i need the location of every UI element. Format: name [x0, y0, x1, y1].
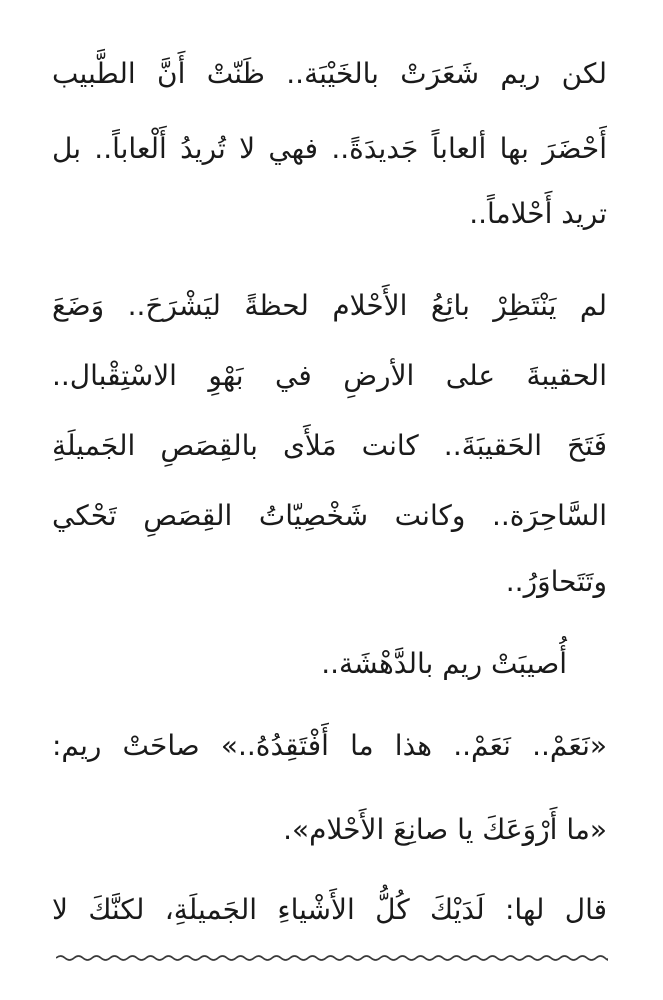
paragraph-4-line-1: «نَعَمْ.. نَعَمْ.. هذا ما أَفْتَقِدُهُ..» صاحَتْ ريم: [52, 729, 607, 762]
wavy-divider [56, 950, 608, 966]
paragraph-1-line-2: أَحْضَرَ بها ألعاباً جَديدَةً.. فهي لا تُريدُ أَلْعاباً.. بل [52, 132, 607, 165]
paragraph-2-line-2: الحقيبةَ على الأرضِ في بَهْوِ الاسْتِقْبال.. [52, 359, 607, 392]
paragraph-2-line-5: وتَتَحاوَرُ.. [505, 565, 607, 598]
paragraph-1-line-1: لكن ريم شَعَرَتْ بالخَيْبَة.. ظَنّتْ أَنَّ الطَّبيب [52, 57, 607, 90]
paragraph-2-line-1: لم يَنْتَظِرْ بائِعُ الأَحْلام لحظةً ليَشْرَحَ.. وَضَعَ [52, 289, 607, 322]
paragraph-3-line-1: أُصيبَتْ ريم بالدَّهْشَة.. [321, 647, 567, 680]
paragraph-1-line-3: تريد أَحْلاماً.. [469, 197, 607, 230]
paragraph-2-line-4: السَّاحِرَة.. وكانت شَخْصِيّاتُ القِصَصِ تَحْكي [52, 499, 607, 532]
paragraph-2-line-3: فَتَحَ الحَقيبَةَ.. كانت مَلأَى بالقِصَصِ الجَميلَةِ [52, 429, 607, 462]
paragraph-6-line-1: قال لها: لَدَيْكَ كُلُّ الأَشْياءِ الجَميلَةِ، لكنَّكَ لا [52, 893, 607, 926]
paragraph-5-line-1: «ما أَرْوَعَكَ يا صانِعَ الأَحْلام». [283, 813, 607, 846]
